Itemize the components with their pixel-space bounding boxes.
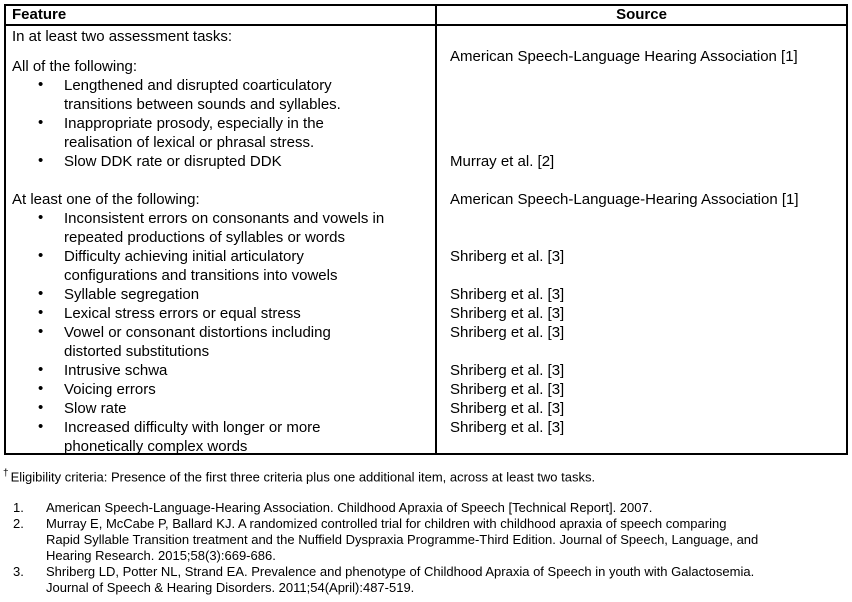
feature-text: Vowel or consonant distortions including xyxy=(64,324,331,341)
source-citation: Shriberg et al. [3] xyxy=(450,248,565,265)
criteria-table xyxy=(4,4,848,455)
source-citation: Shriberg et al. [3] xyxy=(450,286,565,303)
bullet-icon: • xyxy=(38,209,44,226)
feature-bullet-item xyxy=(6,380,435,399)
bullet-icon: • xyxy=(38,418,44,435)
reference-item xyxy=(13,500,758,516)
feature-text: Slow DDK rate or disrupted DDK xyxy=(64,153,282,170)
feature-bullet-item xyxy=(6,152,435,171)
feature-text: Lengthened and disrupted coarticulatory xyxy=(64,77,332,94)
feature-text: Intrusive schwa xyxy=(64,362,168,379)
dagger-marker: † xyxy=(3,468,9,479)
feature-text: All of the following: xyxy=(12,58,138,75)
source-citation: Shriberg et al. [3] xyxy=(450,362,565,379)
feature-text: realisation of lexical or phrasal stress. xyxy=(64,134,315,151)
feature-bullet-item xyxy=(6,399,435,418)
footnote xyxy=(3,466,595,485)
bullet-icon: • xyxy=(38,361,44,378)
feature-text: In at least two assessment tasks: xyxy=(12,28,233,45)
bullet-icon: • xyxy=(38,380,44,397)
column-header-source: Source xyxy=(616,6,667,23)
bullet-icon: • xyxy=(38,304,44,321)
reference-list xyxy=(13,500,758,596)
footnote-text: Eligibility criteria: Presence of the first three criteria plus one additional item, across at least two tasks. xyxy=(10,469,596,485)
feature-text: configurations and transitions into vowels xyxy=(64,267,338,284)
bullet-icon: • xyxy=(38,285,44,302)
feature-bullet-item xyxy=(6,209,435,247)
feature-text: phonetically complex words xyxy=(64,438,248,453)
source-citation: Shriberg et al. [3] xyxy=(450,305,565,322)
reference-item xyxy=(13,516,758,564)
source-citation: American Speech-Language Hearing Association [1] xyxy=(450,48,798,65)
feature-text: Voicing errors xyxy=(64,381,156,398)
bullet-icon: • xyxy=(38,152,44,169)
bullet-icon: • xyxy=(38,114,44,131)
feature-text: distorted substitutions xyxy=(64,343,210,360)
source-citation: American Speech-Language-Hearing Association [1] xyxy=(450,191,799,208)
feature-text: Increased difficulty with longer or more xyxy=(64,419,321,436)
reference-number: 2. xyxy=(13,516,24,531)
feature-bullet-item xyxy=(6,285,435,304)
feature-bullet-item xyxy=(6,114,435,152)
source-column xyxy=(437,26,846,453)
source-citation: Shriberg et al. [3] xyxy=(450,324,565,341)
reference-text: Murray E, McCabe P, Ballard KJ. A randomized controlled trial for children with childhood apraxia of speech comparing Rapid Syllable Transition treatment and the Nuffield Dyspraxia Programme-Third Edition. Journal of Speech, Language, and Hearing Research. 2015;58(3):669-686. xyxy=(46,516,759,563)
feature-bullet-item xyxy=(6,418,435,453)
feature-text: Slow rate xyxy=(64,400,127,417)
source-citation: Shriberg et al. [3] xyxy=(450,381,565,398)
column-header-feature: Feature xyxy=(6,6,437,24)
feature-text: Inconsistent errors on consonants and vowels in xyxy=(64,210,385,227)
feature-bullet-item xyxy=(6,247,435,285)
bullet-icon: • xyxy=(38,323,44,340)
table-body xyxy=(6,26,846,453)
feature-bullet-item xyxy=(6,304,435,323)
reference-number: 1. xyxy=(13,500,24,515)
reference-number: 3. xyxy=(13,564,24,579)
feature-column xyxy=(6,26,437,453)
feature-text: Inappropriate prosody, especially in the xyxy=(64,115,324,132)
feature-text: Difficulty achieving initial articulatory xyxy=(64,248,304,265)
feature-text: Lexical stress errors or equal stress xyxy=(64,305,301,322)
feature-text: At least one of the following: xyxy=(12,191,200,208)
feature-text: transitions between sounds and syllables. xyxy=(64,96,341,113)
feature-text: repeated productions of syllables or words xyxy=(64,229,345,246)
feature-intro xyxy=(6,57,435,76)
feature-intro xyxy=(6,27,435,46)
table-header-row xyxy=(6,6,846,26)
reference-text: Shriberg LD, Potter NL, Strand EA. Prevalence and phenotype of Childhood Apraxia of Speech in youth with Galactosemia. Journal of Speech & Hearing Disorders. 2011;54(April):487-519. xyxy=(46,564,755,595)
bullet-icon: • xyxy=(38,247,44,264)
source-citation: Shriberg et al. [3] xyxy=(450,400,565,417)
bullet-icon: • xyxy=(38,399,44,416)
feature-bullet-item xyxy=(6,76,435,114)
feature-bullet-item xyxy=(6,361,435,380)
source-citation: Shriberg et al. [3] xyxy=(450,419,565,436)
feature-intro xyxy=(6,190,435,209)
source-citation: Murray et al. [2] xyxy=(450,153,555,170)
bullet-icon: • xyxy=(38,76,44,93)
feature-bullet-item xyxy=(6,323,435,361)
reference-item xyxy=(13,564,758,596)
feature-text: Syllable segregation xyxy=(64,286,200,303)
reference-text: American Speech-Language-Hearing Association. Childhood Apraxia of Speech [Technical Report]. 2007. xyxy=(46,500,653,515)
